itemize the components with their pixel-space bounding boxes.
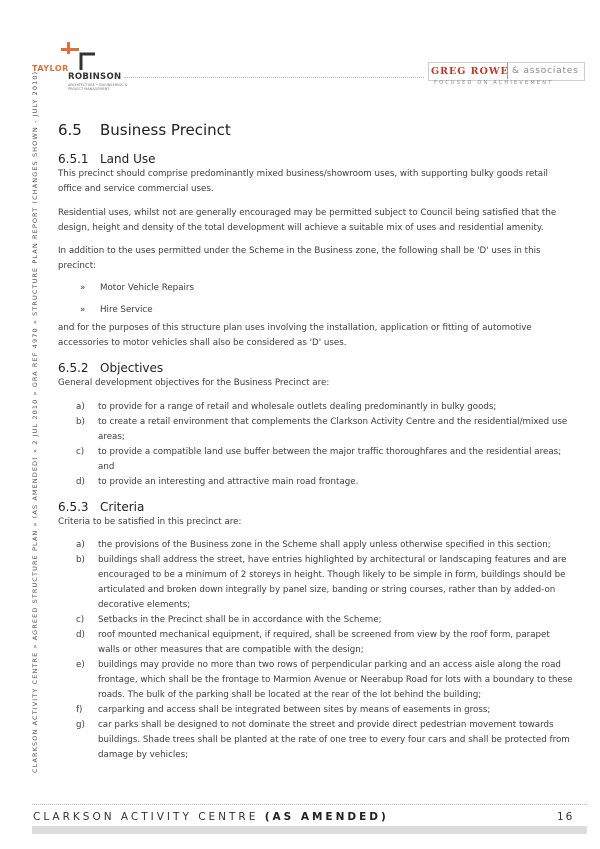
list-item: » Motor Vehicle Repairs xyxy=(80,283,560,303)
list-item: a) to provide for a range of retail and wholesale outlets dealing predominantly in bulky goods; xyxy=(76,402,497,412)
criteria-number: 6.5.3 xyxy=(58,500,89,514)
list-item: d) roof mounted mechanical equipment, if required, shall be screened from view by the roof form, parapet walls or other measures that are compatible with the design; xyxy=(76,630,550,655)
footer-divider xyxy=(32,804,587,805)
land-use-number: 6.5.1 xyxy=(58,152,89,166)
objectives-number: 6.5.2 xyxy=(58,361,89,375)
list-item: c) to provide a compatible land use buffer between the major traffic thoroughfares and the residential areas; and xyxy=(76,447,562,472)
objectives-heading xyxy=(58,361,163,375)
side-reference-text: CLARKSON ACTIVITY CENTRE » AGREED STRUCTURE PLAN » (AS AMENDED) » 2 JUL 2010 » GRA REF 4970 » STRUCTURE PLAN REPORT (CHANGES SHOWN - JULY 2010) - xyxy=(31,64,39,773)
logo-text-robinson: ROBINSON xyxy=(68,72,122,82)
land-use-paragraph-3: In addition to the uses permitted under the Scheme in the Business zone, the following shall be 'D' uses in this precinct: xyxy=(58,246,541,271)
footer-title-plain: CLARKSON ACTIVITY CENTRE xyxy=(33,811,259,823)
section-title: Business Precinct xyxy=(100,121,231,139)
page-number: 16 xyxy=(557,811,575,823)
objectives-intro: General development objectives for the Business Precinct are: xyxy=(58,378,330,388)
land-use-title: Land Use xyxy=(100,152,156,166)
land-use-bullet-list xyxy=(80,283,560,325)
land-use-paragraph-2: Residential uses, whilst not are generally encouraged may be permitted subject to Council being satisfied that the design, height and density of the total development will achieve a suitable mix of uses and residential amenity. xyxy=(58,208,557,233)
list-item: b) buildings shall address the street, have entries highlighted by architectural or landscaping features and are encouraged to be a minimum of 2 storeys in height. Though likely to be simple in form, buildings should be articulated and broken down integrally by panel size, banding or string courses, rather than by added-on decorative elements; xyxy=(76,555,567,610)
list-item: d) to provide an interesting and attractive main road frontage. xyxy=(76,477,359,487)
list-item: e) buildings may provide no more than two rows of perpendicular parking and an access aisle along the road frontage, which shall be the frontage to Marmion Avenue or Neerabup Road for lots with a boundary to these roads. The bulk of the parking shall be located at the rear of the lot behind the building; xyxy=(76,660,573,700)
bullet-chevron-icon: » xyxy=(80,305,86,315)
list-item: g) car parks shall be designed to not dominate the street and provide direct pedestrian movement towards buildings. Shade trees shall be planted at the rate of one tree to every four cars and shall be protected from damage by vehicles; xyxy=(76,720,570,760)
bullet-chevron-icon: » xyxy=(80,283,86,293)
list-item: b) to create a retail environment that complements the Clarkson Activity Centre and the residential/mixed use areas; xyxy=(76,417,568,442)
header-divider xyxy=(124,77,424,78)
criteria-intro: Criteria to be satisfied in this precinct are: xyxy=(58,517,242,527)
objectives-title: Objectives xyxy=(100,361,164,375)
list-item: f) carparking and access shall be integrated between sites by means of easements in gross; xyxy=(76,705,491,715)
partner-separator xyxy=(507,63,508,79)
objectives-list xyxy=(76,400,573,490)
footer-title-bold: (AS AMENDED) xyxy=(264,811,389,823)
section-number: 6.5 xyxy=(58,121,82,139)
logo-subtitle: ARCHITECTURE • ENGINEERING & PROJECT MANAGEMENT xyxy=(68,83,128,91)
list-item: c) Setbacks in the Precinct shall be in accordance with the Scheme; xyxy=(76,615,382,625)
partner-name: GREG ROWE xyxy=(431,66,509,77)
section-heading xyxy=(58,121,231,139)
land-use-heading xyxy=(58,152,156,166)
logo-text-taylor: TAYLOR xyxy=(32,64,69,73)
footer-bar xyxy=(32,826,587,834)
list-item: a) the provisions of the Business zone in the Scheme shall apply unless otherwise specified in this section; xyxy=(76,540,551,550)
footer-title xyxy=(33,811,389,823)
partner-tagline: FOCUSED ON ACHIEVEMENT xyxy=(434,80,554,86)
partner-suffix: & associates xyxy=(512,66,579,76)
criteria-heading xyxy=(58,500,144,514)
criteria-list xyxy=(76,538,573,763)
list-item: » Hire Service xyxy=(80,305,560,325)
criteria-title: Criteria xyxy=(100,500,145,514)
land-use-paragraph-1: This precinct should comprise predominantly mixed business/showroom uses, with supporting bulky goods retail office and service commercial uses. xyxy=(58,169,548,194)
land-use-paragraph-4: and for the purposes of this structure plan uses involving the installation, application or fitting of automotive accessories to motor vehicles shall also be considered as 'D' uses. xyxy=(58,323,532,348)
